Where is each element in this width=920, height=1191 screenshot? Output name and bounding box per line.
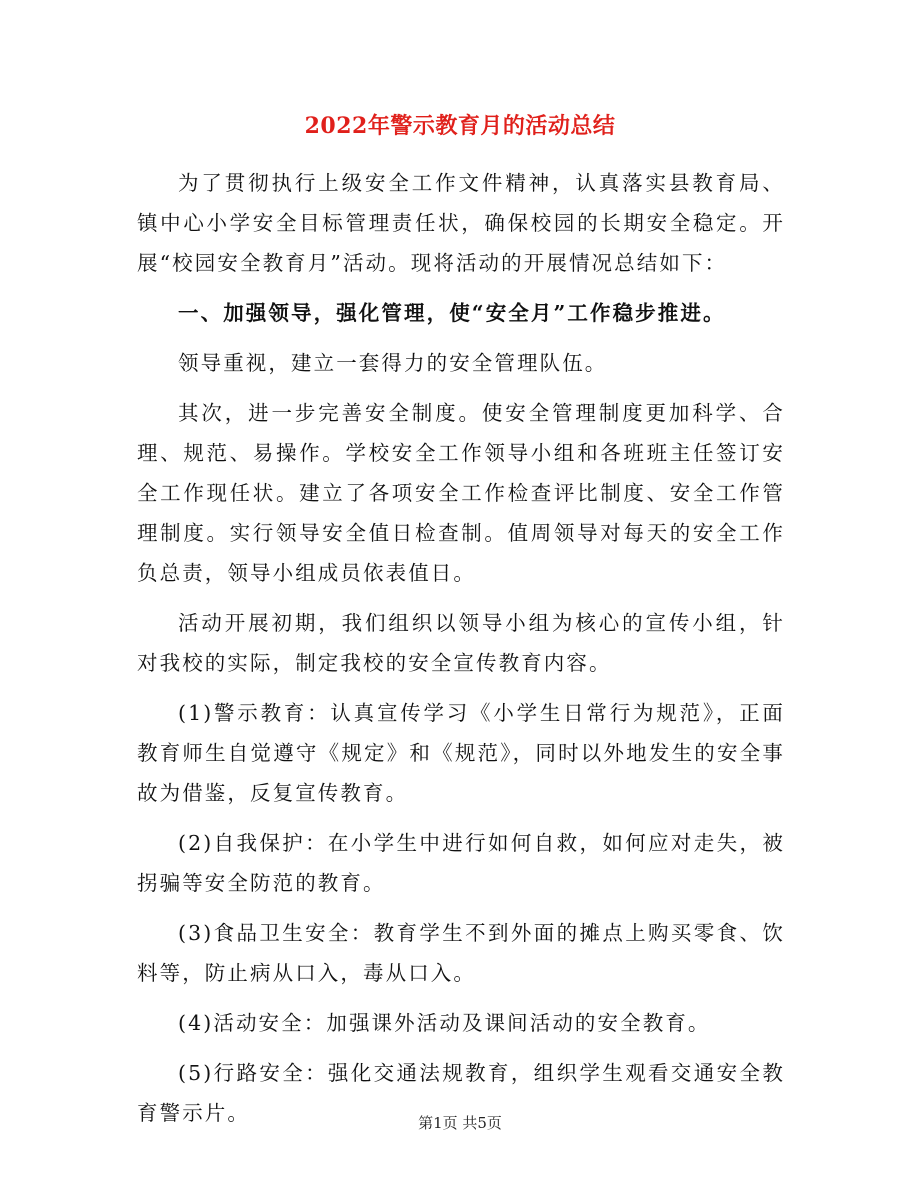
document-title: 2022年警示教育月的活动总结 (304, 113, 616, 139)
list-item: (3)食品卫生安全：教育学生不到外面的摊点上购买零食、饮料等，防止病从口入，毒从口入。 (137, 921, 785, 985)
body-paragraph: 活动开展初期，我们组织以领导小组为核心的宣传小组，针对我校的实际，制定我校的安全宣传教育内容。 (137, 611, 785, 675)
body-paragraph: 领导重视，建立一套得力的安全管理队伍。 (178, 351, 608, 375)
list-item: (1)警示教育：认真宣传学习《小学生日常行为规范》，正面教育师生自觉遵守《规定》和《规范》，同时以外地发生的安全事故为借鉴，反复宣传教育。 (137, 701, 785, 805)
body-paragraph: 其次，进一步完善安全制度。使安全管理制度更加科学、合理、规范、易操作。学校安全工作领导小组和各班班主任签订安全工作现任状。建立了各项安全工作检查评比制度、安全工作管理制度。实行领导安全值日检查制。值周领导对每天的安全工作负总责，领导小组成员依表值日。 (137, 401, 785, 585)
page-number: 第1页 共5页 (418, 1114, 502, 1132)
section-heading-1: 一、加强领导，强化管理，使“安全月”工作稳步推进。 (178, 301, 726, 325)
intro-paragraph: 为了贯彻执行上级安全工作文件精神，认真落实县教育局、镇中心小学安全目标管理责任状，确保校园的长期安全稳定。开展“校园安全教育月”活动。现将活动的开展情况总结如下： (137, 171, 785, 275)
list-item: (5)行路安全：强化交通法规教育，组织学生观看交通安全教育警示片。 (137, 1061, 785, 1125)
document-body (137, 153, 785, 1133)
list-item: (4)活动安全：加强课外活动及课间活动的安全教育。 (178, 1011, 711, 1035)
list-item: (2)自我保护：在小学生中进行如何自救，如何应对走失，被拐骗等安全防范的教育。 (137, 831, 785, 895)
